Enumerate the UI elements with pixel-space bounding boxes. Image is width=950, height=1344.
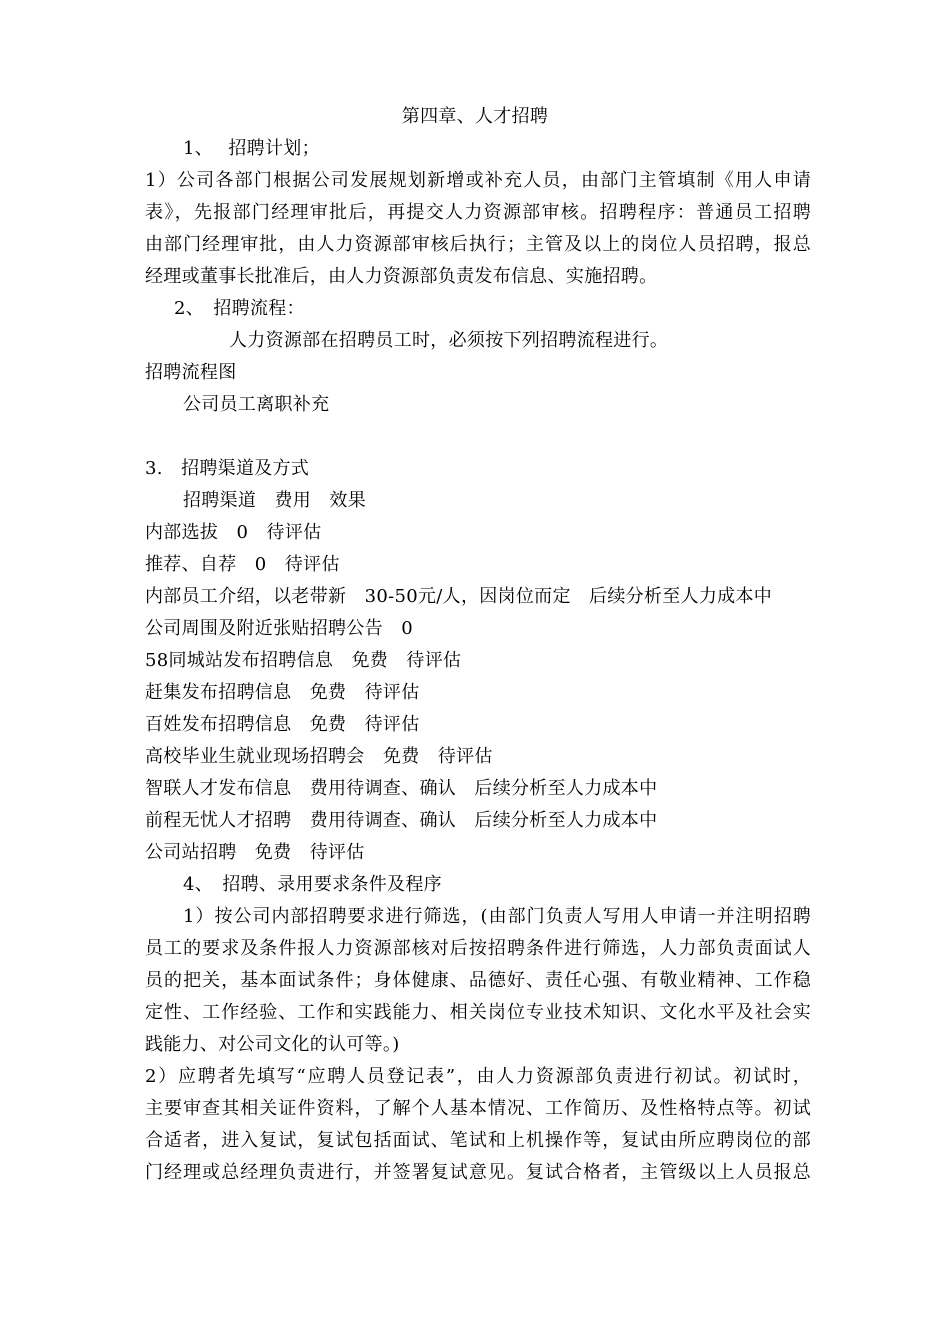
paragraph-line: 践能力、对公司文化的认可等。) [145, 1034, 400, 1055]
channel-row: 高校毕业生就业现场招聘会 免费 待评估 [145, 746, 493, 767]
paragraph-line: 员工的要求及条件报人力资源部核对后按招聘条件进行筛选，人力部负责面试人 [145, 938, 811, 959]
section-heading-3: 3. 招聘渠道及方式 [145, 458, 310, 479]
paragraph-line: 表》，先报部门经理审批后，再提交人力资源部审核。招聘程序：普通员工招聘 [145, 202, 811, 223]
channel-row: 推荐、自荐 0 待评估 [145, 554, 340, 575]
channel-row: 公司站招聘 免费 待评估 [145, 842, 365, 863]
paragraph-line: 员的把关，基本面试条件；身体健康、品德好、责任心强、有敬业精神、工作稳 [145, 970, 811, 991]
channel-row: 内部选拔 0 待评估 [145, 522, 322, 543]
channel-table-header: 招聘渠道 费用 效果 [183, 490, 366, 511]
chapter-title: 第四章、人才招聘 [401, 106, 549, 127]
channel-row: 58同城站发布招聘信息 免费 待评估 [145, 650, 462, 671]
paragraph-line: 经理或董事长批准后，由人力资源部负责发布信息、实施招聘。 [145, 266, 658, 287]
section-heading-1: 1、 招聘计划； [183, 138, 320, 159]
channel-row: 赶集发布招聘信息 免费 待评估 [145, 682, 420, 703]
paragraph-line: 门经理或总经理负责进行，并签署复试意见。复试合格者，主管级以上人员报总 [145, 1162, 811, 1183]
paragraph-line: 1）公司各部门根据公司发展规划新增或补充人员，由部门主管填制《用人申请 [145, 170, 811, 191]
flowchart-caption: 招聘流程图 [145, 362, 237, 383]
paragraph-line: 主要审查其相关证件资料，了解个人基本情况、工作简历、及性格特点等。初试 [145, 1098, 811, 1119]
flowchart-step: 公司员工离职补充 [183, 394, 330, 415]
paragraph-line: 2）应聘者先填写“应聘人员登记表”，由人力资源部负责进行初试。初试时， [145, 1066, 811, 1087]
channel-row: 前程无忧人才招聘 费用待调查、确认 后续分析至人力成本中 [145, 810, 658, 831]
channel-row: 公司周围及附近张贴招聘公告 0 [145, 618, 413, 639]
paragraph-line: 人力资源部在招聘员工时，必须按下列招聘流程进行。 [229, 330, 669, 351]
channel-row: 内部员工介绍，以老带新 30-50元/人，因岗位而定 后续分析至人力成本中 [145, 586, 773, 607]
section-heading-4: 4、 招聘、录用要求条件及程序 [183, 874, 442, 895]
section-heading-2: 2、 招聘流程： [174, 298, 305, 319]
paragraph-line: 1）按公司内部招聘要求进行筛选，(由部门负责人写用人申请一并注明招聘 [183, 906, 811, 927]
channel-row: 智联人才发布信息 费用待调查、确认 后续分析至人力成本中 [145, 778, 658, 799]
paragraph-line: 由部门经理审批，由人力资源部审核后执行；主管及以上的岗位人员招聘，报总 [145, 234, 811, 255]
paragraph-line: 合适者，进入复试，复试包括面试、笔试和上机操作等，复试由所应聘岗位的部 [145, 1130, 811, 1151]
paragraph-line: 定性、工作经验、工作和实践能力、相关岗位专业技术知识、文化水平及社会实 [145, 1002, 811, 1023]
channel-row: 百姓发布招聘信息 免费 待评估 [145, 714, 420, 735]
